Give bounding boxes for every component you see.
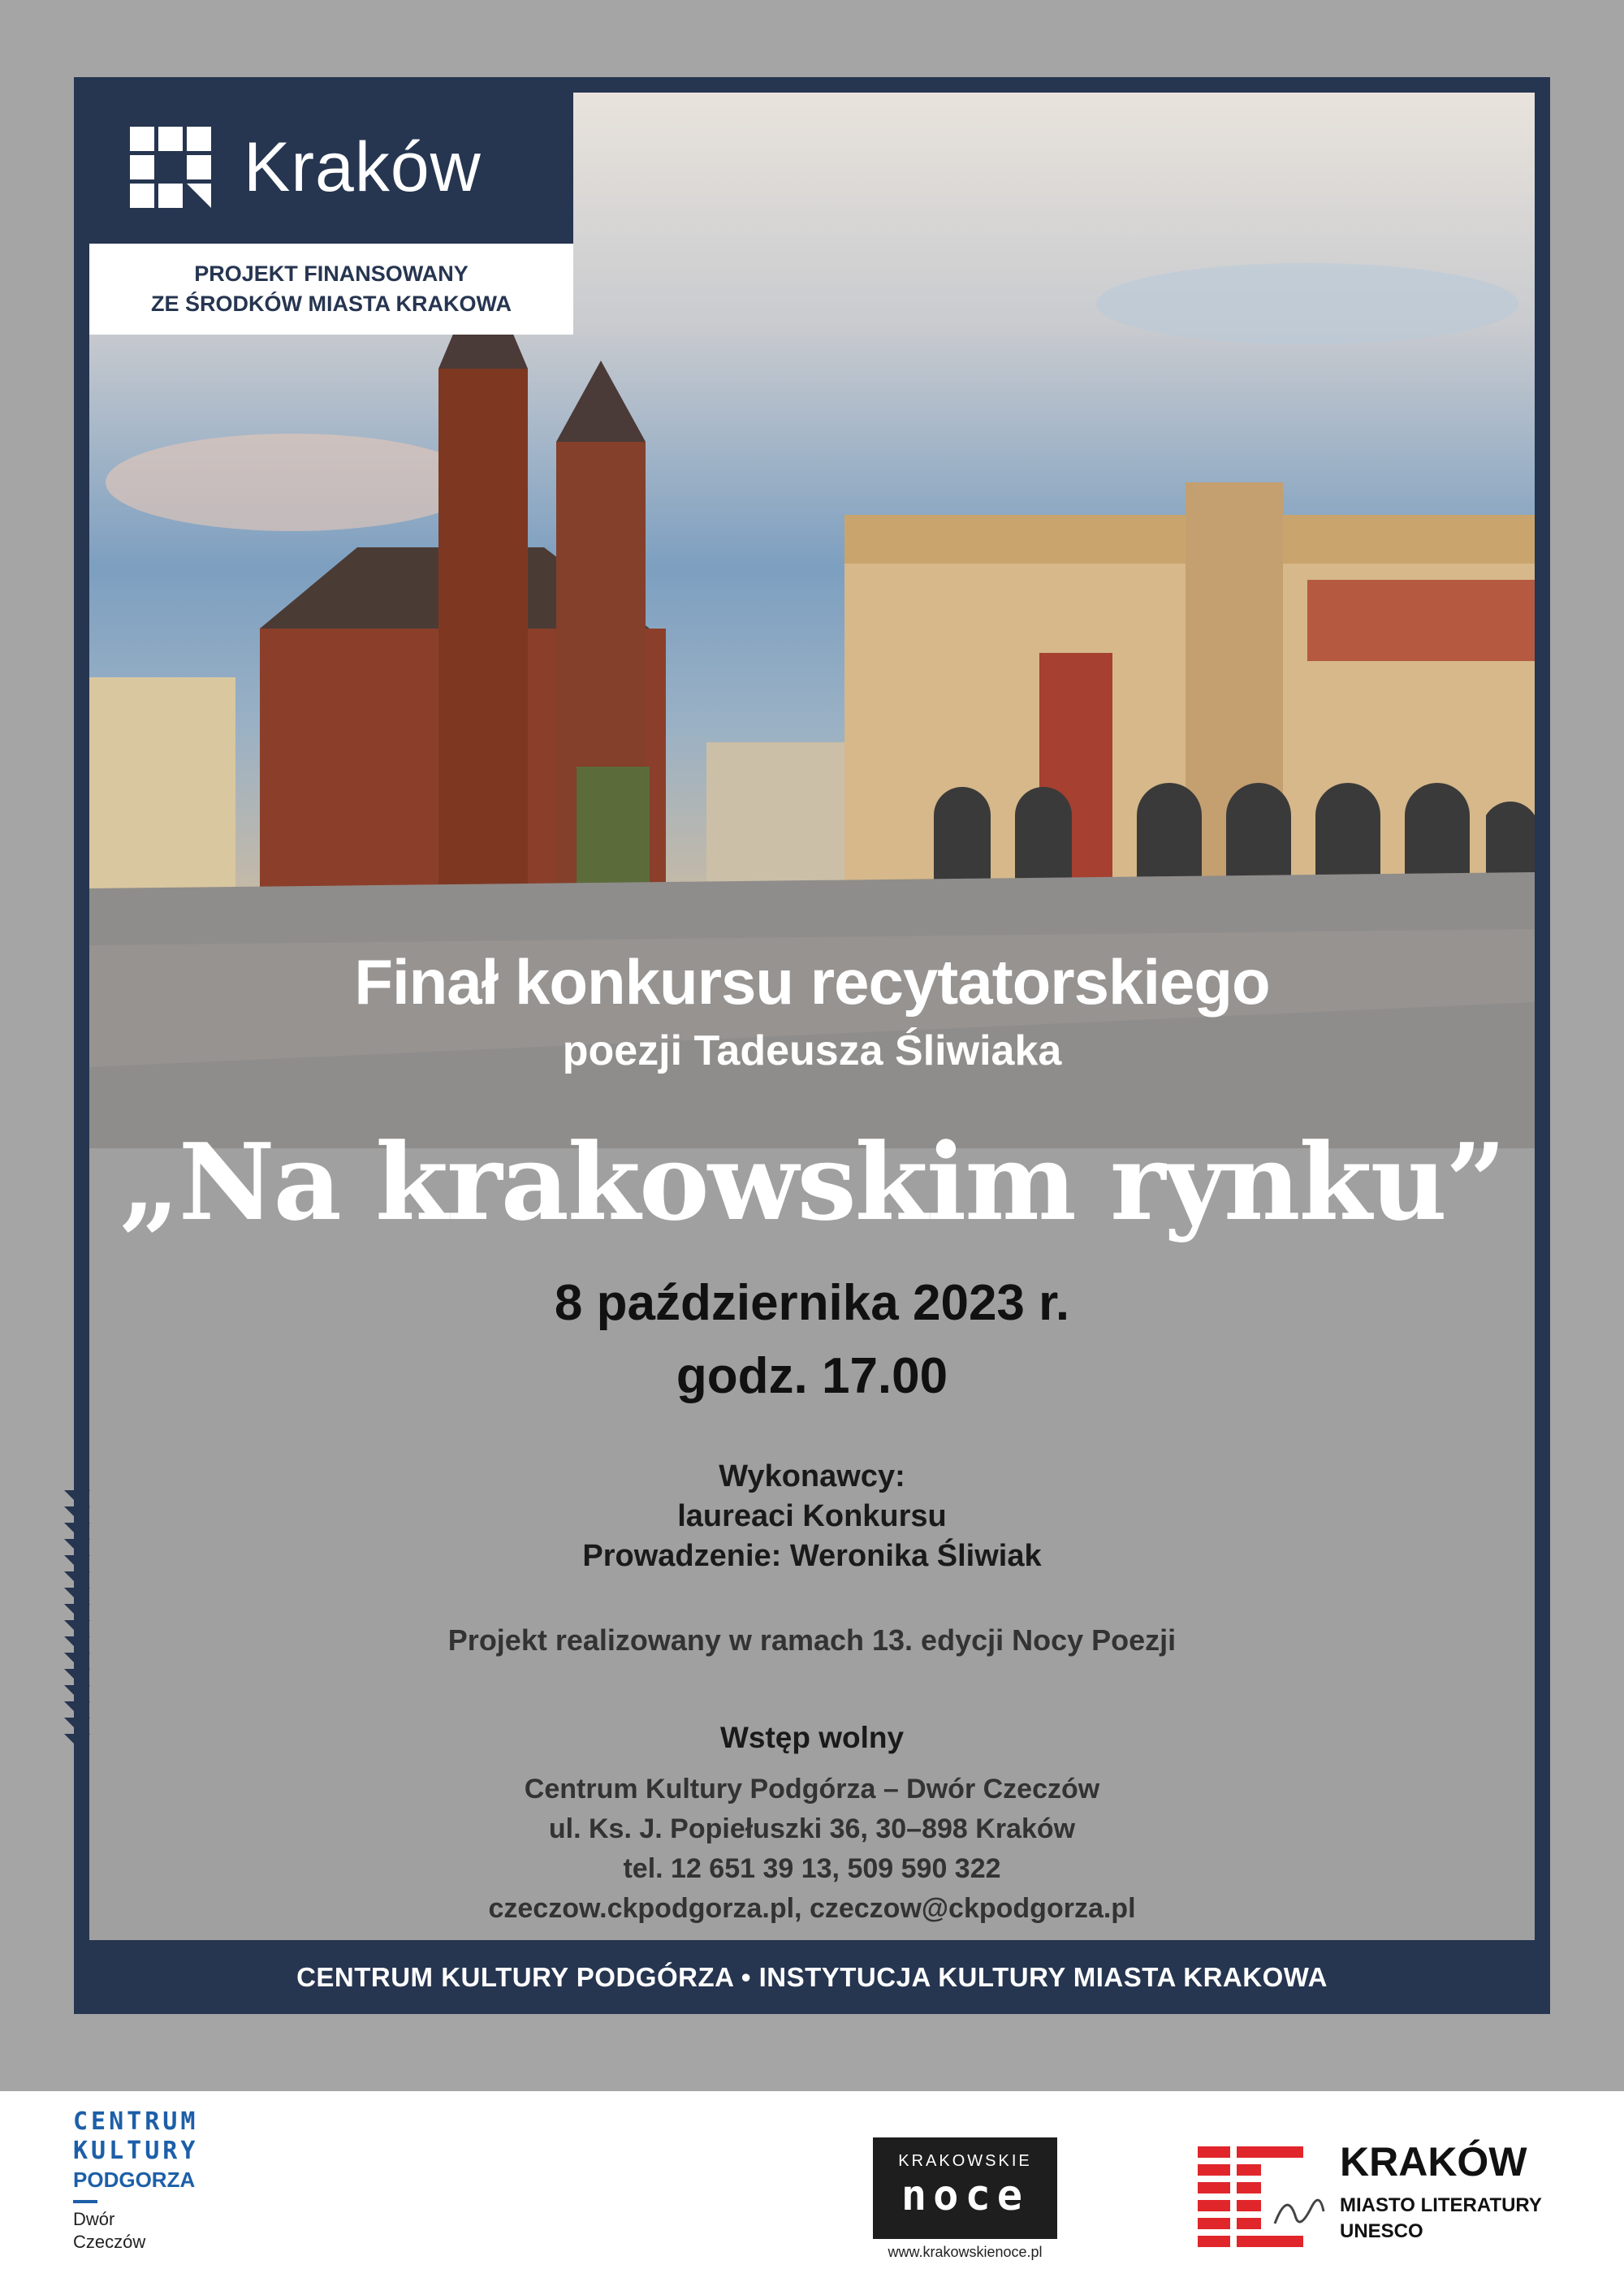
ckp-logo-line-4: Dwór (73, 2209, 115, 2229)
noce-logo-top: KRAKOWSKIE (898, 2152, 1032, 2170)
venue-name: Centrum Kultury Podgórza – Dwór Czeczów (524, 1774, 1100, 1804)
event-subtitle: poezji Tadeusza Śliwiaka (562, 1027, 1062, 1074)
event-title: Finał konkursu recytatorskiego (354, 946, 1270, 1018)
noce-url: www.krakowskienoce.pl (888, 2244, 1043, 2260)
venue-address: ul. Ks. J. Popiełuszki 36, 30–898 Kraków (548, 1813, 1076, 1844)
poster-frame (74, 77, 1550, 2014)
krakowskie-noce-logo (873, 2137, 1057, 2239)
performers-block (89, 1457, 1535, 1576)
event-name: „Na krakowskim rynku” (119, 1120, 1505, 1244)
institution-band: CENTRUM KULTURY PODGÓRZA • INSTYTUCJA KULTURY MIASTA KRAKOWA (296, 1962, 1328, 1992)
poster-panel (89, 93, 1535, 1940)
event-date: 8 października 2023 r. (554, 1275, 1070, 1331)
ckp-logo-line-3: PODGORZA (73, 2168, 196, 2192)
unesco-sub-1: MIASTO LITERATURY (1340, 2194, 1542, 2216)
performers-value: laureaci Konkursu (677, 1499, 947, 1533)
funding-note (89, 244, 573, 335)
unesco-subtitle (1340, 2193, 1542, 2245)
project-note: Projekt realizowany w ramach 13. edycji Nocy Poezji (447, 1623, 1177, 1657)
venue-web: czeczow.ckpodgorza.pl, czeczow@ckpodgorza.pl (488, 1893, 1136, 1924)
host: Prowadzenie: Weronika Śliwiak (582, 1539, 1042, 1573)
ckp-logo-line-1: CENTRUM (73, 2107, 199, 2136)
event-time: godz. 17.00 (676, 1348, 948, 1404)
venue-block (89, 1770, 1535, 1929)
unesco-sub-2: UNESCO (1340, 2220, 1423, 2242)
sponsor-strip (0, 2091, 1624, 2295)
unesco-literature-icon (1198, 2146, 1336, 2250)
chevron-down-decoration-icon (61, 1490, 93, 1750)
venue-phone: tel. 12 651 39 13, 509 590 322 (623, 1853, 1001, 1884)
ckp-logo (73, 2107, 198, 2254)
funding-line-2: ZE ŚRODKÓW MIASTA KRAKOWA (151, 292, 512, 316)
funding-line-1: PROJEKT FINANSOWANY (194, 261, 469, 286)
entry-note: Wstęp wolny (719, 1721, 905, 1754)
ckp-logo-line-2: KULTURY (73, 2137, 199, 2165)
logo-city-name: Kraków (244, 128, 482, 206)
krakow-logo (89, 93, 573, 244)
krakow-logo-icon (130, 127, 211, 208)
unesco-title: KRAKÓW (1340, 2139, 1527, 2185)
performers-label: Wykonawcy: (719, 1459, 905, 1493)
ckp-logo-rule (73, 2200, 97, 2203)
noce-logo-main: noce (901, 2172, 1030, 2220)
ckp-logo-line-5: Czeczów (73, 2232, 146, 2252)
